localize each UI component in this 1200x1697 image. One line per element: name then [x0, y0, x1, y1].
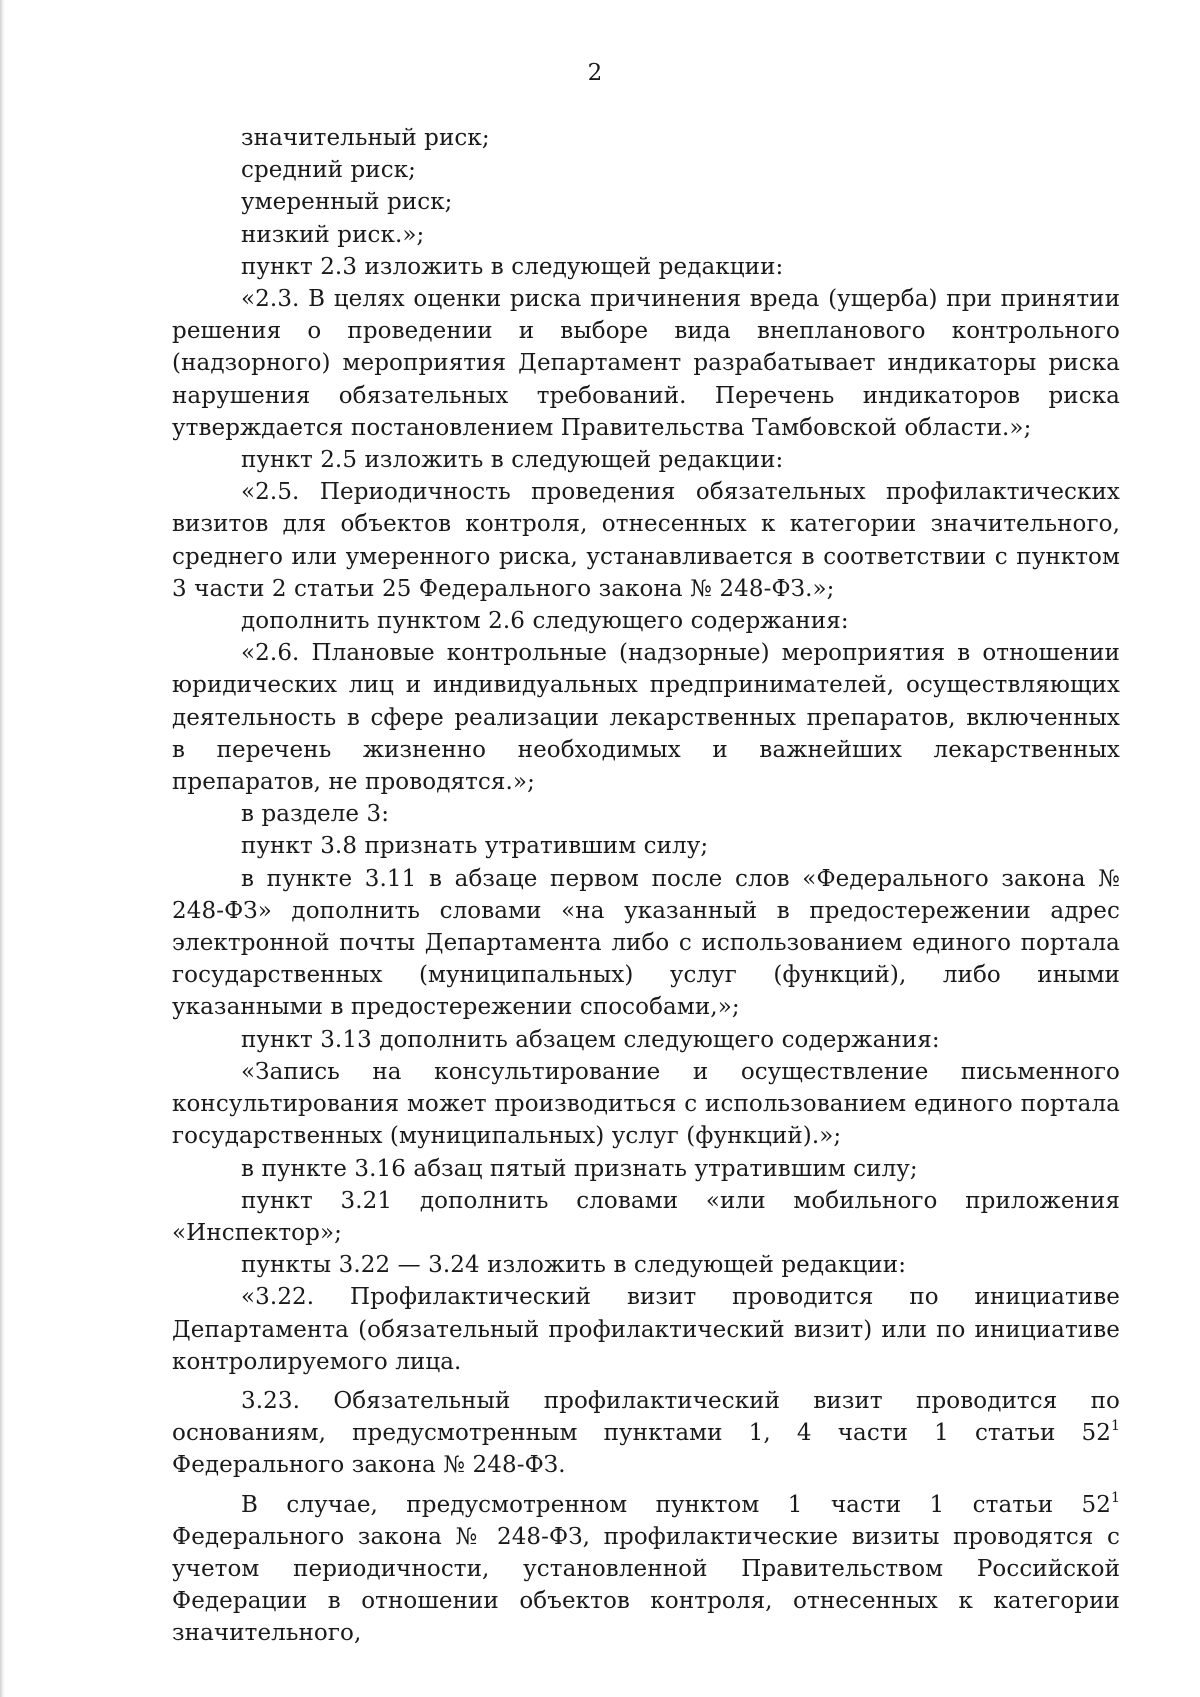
paragraph-3-23-tail: Федерального закона № 248-ФЗ. [172, 1452, 566, 1479]
paragraph-2-5-intro: пункт 2.5 изложить в следующей редакции: [241, 447, 784, 474]
document-body [172, 122, 1120, 1650]
paragraph-3-11: в пункте 3.11 в абзаце первом после слов «Федерального закона № 248-ФЗ» дополнить словами «на указанный в предостережении адрес электронной почты Департамента либо с использованием единого портала государственных (муниципальных) услуг (функций), либо иными указанными в предостережении способами,»; [172, 865, 1120, 1021]
paragraph-3-22-3-24-intro: пункты 3.22 — 3.24 изложить в следующей редакции: [241, 1252, 907, 1279]
paragraph-2-5-text: «2.5. Периодичность проведения обязательных профилактических визитов для объектов контроля, отнесенных к категории значительного, среднего или умеренного риска, устанавливается в соответствии с пунктом 3 части 2 статьи 25 Федерального закона № 248-ФЗ.»; [172, 479, 1120, 602]
list-item-risk-low: низкий риск.»; [241, 221, 425, 248]
list-item-risk-medium: средний риск; [241, 157, 417, 184]
paragraph-3-8: пункт 3.8 признать утратившим силу; [241, 833, 709, 860]
paragraph-2-6-intro: дополнить пунктом 2.6 следующего содержания: [241, 608, 849, 635]
paragraph-3-21: пункт 3.21 дополнить словами «или мобильного приложения «Инспектор»; [172, 1187, 1120, 1246]
superscript-1: 1 [1110, 1418, 1120, 1435]
paragraph-3-23-case-text: В случае, предусмотренном пунктом 1 части 1 статьи 52 [241, 1491, 1111, 1518]
list-item-risk-moderate: умеренный риск; [241, 189, 453, 216]
paragraph-3-23 [172, 1385, 1120, 1482]
paragraph-3-23-text: 3.23. Обязательный профилактический визит проводится по основаниям, предусмотренным пунктами 1, 4 части 1 статьи 52 [172, 1387, 1120, 1447]
superscript-1: 1 [1110, 1489, 1120, 1506]
paragraph-2-3-text: «2.3. В целях оценки риска причинения вреда (ущерба) при принятии решения о проведении и выборе вида внепланового контрольного (надзорного) мероприятия Департамент разрабатывает индикаторы риска нарушения обязательных требований. Перечень индикаторов риска утверждается постановлением Правительства Тамбовской области.»; [172, 286, 1120, 441]
paragraph-3-13-intro: пункт 3.13 дополнить абзацем следующего содержания: [241, 1026, 940, 1053]
paragraph-3-23-case-tail: Федерального закона № 248-ФЗ, профилактические визиты проводятся с учетом периодичности, установленной Правительством Российской Федерации в отношении объектов контроля, отнесенных к категории значительного, [172, 1523, 1120, 1647]
paragraph-3-13-text: «Запись на консультирование и осуществление письменного консультирования может производиться с использованием единого портала государственных (муниципальных) услуг (функций).»; [172, 1058, 1120, 1150]
scan-edge [0, 0, 5, 1697]
paragraph-3-23-case [172, 1489, 1120, 1650]
list-item-risk-significant: значительный риск; [241, 125, 490, 151]
section-3-heading: в разделе 3: [241, 801, 390, 828]
paragraph-3-22: «3.22. Профилактический визит проводится по инициативе Департамента (обязательный профилактический визит) или по инициативе контролируемого лица. [172, 1284, 1120, 1375]
paragraph-2-3-intro: пункт 2.3 изложить в следующей редакции: [241, 253, 784, 280]
paragraph-3-16: в пункте 3.16 абзац пятый признать утратившим силу; [241, 1155, 918, 1182]
paragraph-2-6-text: «2.6. Плановые контрольные (надзорные) мероприятия в отношении юридических лиц и индивидуальных предпринимателей, осуществляющих деятельность в сфере реализации лекарственных препаратов, включенных в перечень жизненно необходимых и важнейших лекарственных препаратов, не проводятся.»; [172, 640, 1120, 796]
page-number: 2 [587, 60, 603, 86]
